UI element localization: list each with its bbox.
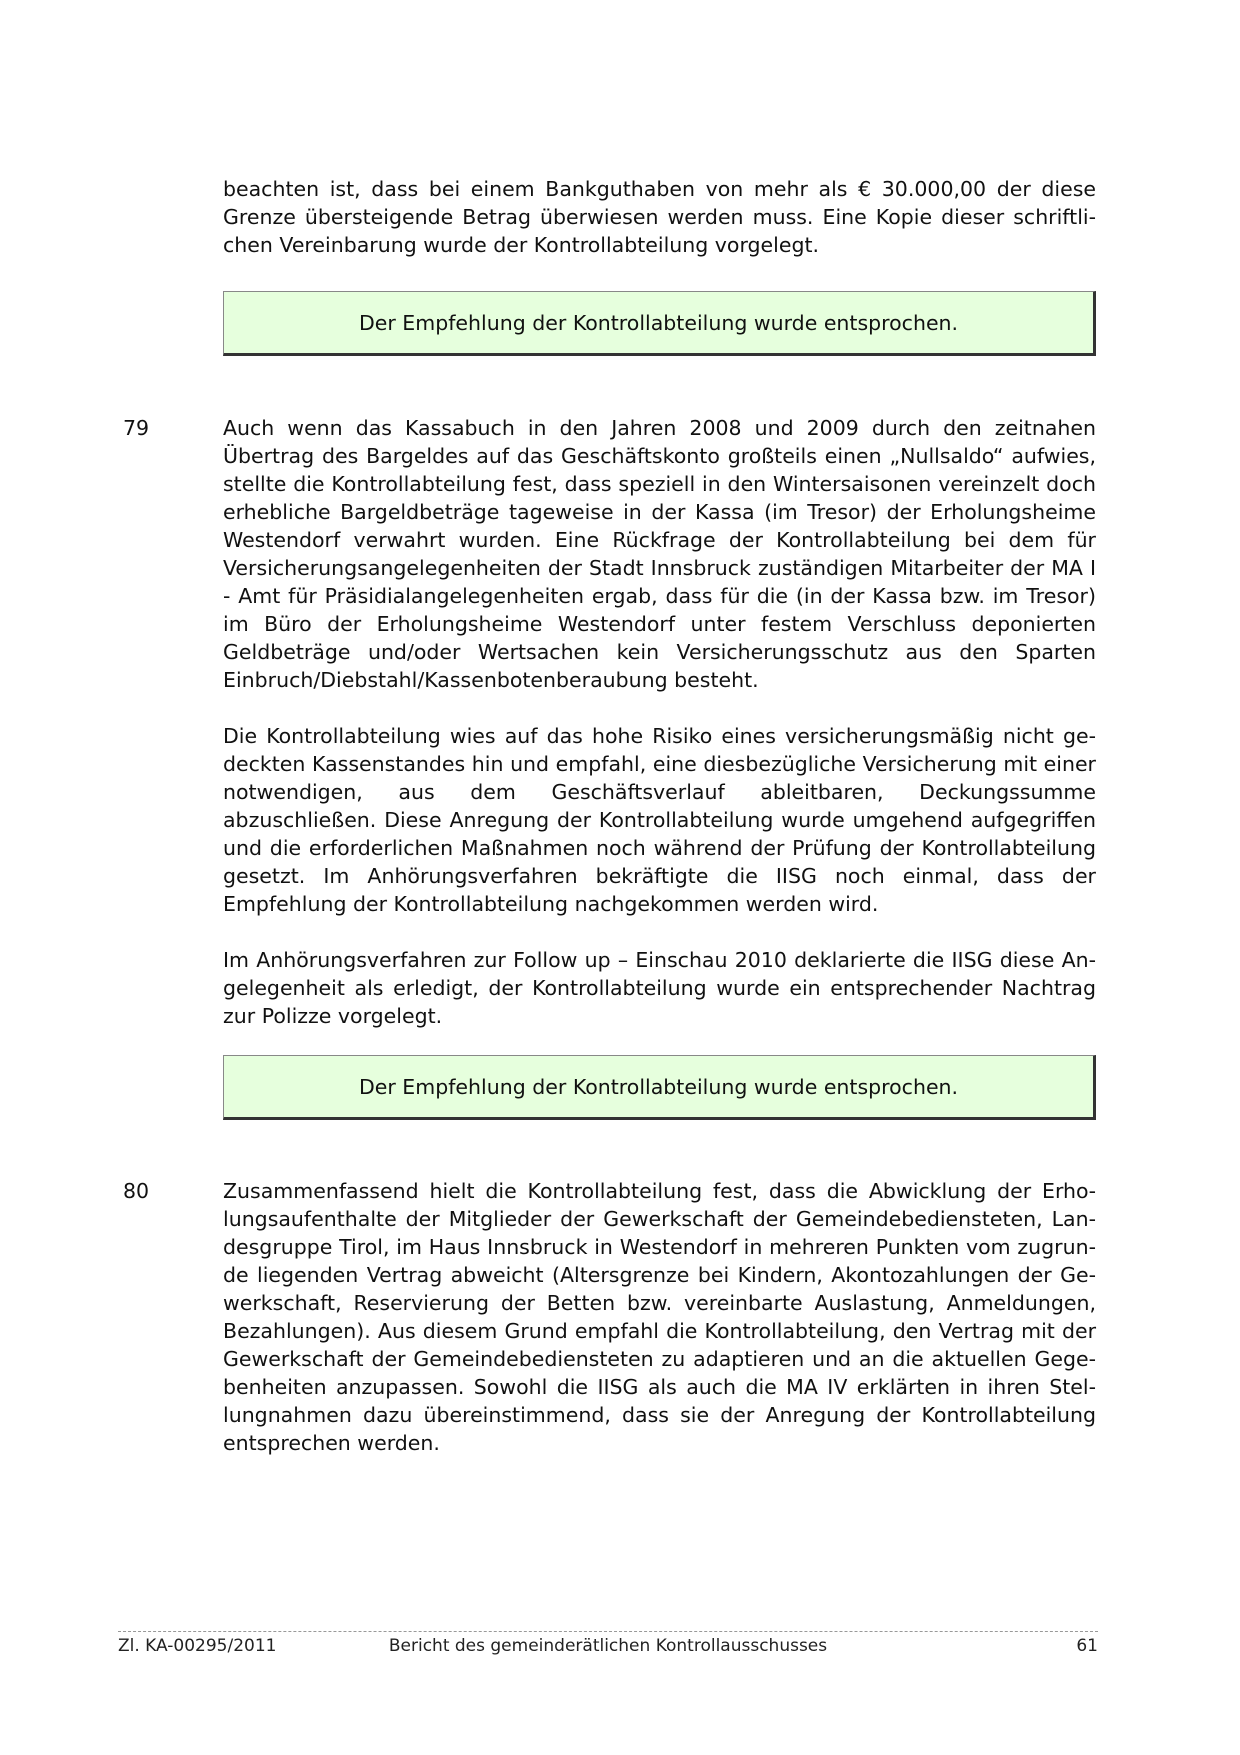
footer-page-number: 61 (1076, 1636, 1098, 1656)
continuation-text: beachten ist, dass bei einem Bankguthaben von mehr als € 30.000,00 der diese Grenze übersteigende Betrag überwiesen werden muss. Eine Kopie dieser schriftlichen Vereinbarung wurde der Kontrollabteilung vorgelegt. (223, 177, 1096, 257)
paragraph-number-79: 79 (123, 416, 150, 440)
section-79-paragraph-1: Auch wenn das Kassabuch in den Jahren 2008 und 2009 durch den zeitnahen Übertrag des Bargeldes auf das Geschäftskonto großteils einen „Nullsaldo“ aufwies, stellte die Kontrollabteilung fest, dass speziell in den Wintersaisonen vereinzelt doch erhebliche Bargeldbeträge tageweise in der Kassa (im Tresor) der Erholungsheime Westendorf verwahrt wurden. Eine Rückfrage der Kontrollabteilung bei dem für Versicherungsangelegenheiten der Stadt Innsbruck zuständigen Mitarbeiter der MA I - Amt für Präsidialangelegenheiten ergab, dass für die (in der Kassa bzw. im Tresor) im Büro der Erholungsheime Westendorf unter festem Verschluss deponierten Geldbeträge und/oder Wertsachen kein Versicherungsschutz aus den Sparten Einbruch/Diebstahl/Kassenbotenberaubung besteht. (223, 416, 1096, 692)
recommendation-box (223, 291, 1096, 356)
section-79-paragraph-2: Die Kontrollabteilung wies auf das hohe Risiko eines versicherungsmäßig nicht gedeckten Kassenstandes hin und empfahl, eine diesbezügliche Versicherung mit einer notwendigen, aus dem Geschäftsverlauf ableitbaren, Deckungssumme abzuschließen. Diese Anregung der Kontrollabteilung wurde umgehend aufgegriffen und die erforderlichen Maßnahmen noch während der Prüfung der Kontrollabteilung gesetzt. Im Anhörungsverfahren bekräftigte die IISG noch einmal, dass der Empfehlung der Kontrollabteilung nachgekommen werden wird. (223, 724, 1096, 916)
footer-title: Bericht des gemeinderätlichen Kontrollausschusses (388, 1636, 828, 1656)
paragraph-number-80: 80 (123, 1179, 150, 1203)
section-79 (223, 414, 1096, 1030)
recommendation-text: Der Empfehlung der Kontrollabteilung wurde entsprochen. (358, 310, 959, 335)
continuation-paragraph (223, 175, 1096, 259)
section-80-paragraph-1: Zusammenfassend hielt die Kontrollabteilung fest, dass die Abwicklung der Erholungsaufenthalte der Mitglieder der Gewerkschaft der Gemeindebediensteten, Landesgruppe Tirol, im Haus Innsbruck in Westendorf in mehreren Punkten vom zugrunde liegenden Vertrag abweicht (Altersgrenze bei Kindern, Akontozahlungen der Gewerkschaft, Reservierung der Betten bzw. vereinbarte Auslastung, Anmeldungen, Bezahlungen). Aus diesem Grund empfahl die Kontrollabteilung, den Vertrag mit der Gewerkschaft der Gemeindebediensteten zu adaptieren und an die aktuellen Gegebenheiten anzupassen. Sowohl die IISG als auch die MA IV erklärten in ihren Stellungnahmen dazu übereinstimmend, dass sie der Anregung der Kontrollabteilung entsprechen werden. (223, 1179, 1096, 1455)
recommendation-box (223, 1055, 1096, 1120)
recommendation-text: Der Empfehlung der Kontrollabteilung wurde entsprochen. (358, 1074, 959, 1099)
section-79-paragraph-3: Im Anhörungsverfahren zur Follow up – Einschau 2010 deklarierte die IISG diese Angelegenheit als erledigt, der Kontrollabteilung wurde ein entsprechender Nachtrag zur Polizze vorgelegt. (223, 948, 1096, 1028)
section-80 (223, 1177, 1096, 1457)
page-footer (118, 1632, 1098, 1660)
footer-reference: Zl. KA-00295/2011 (118, 1636, 277, 1656)
